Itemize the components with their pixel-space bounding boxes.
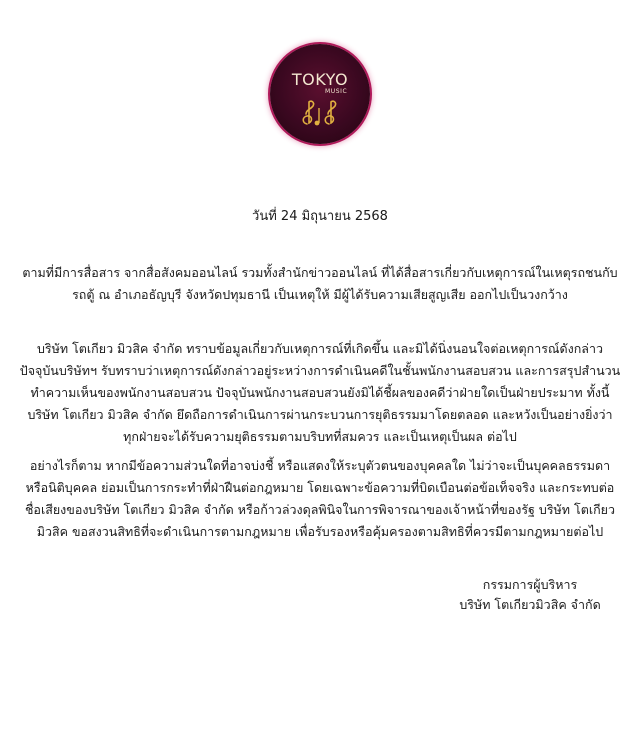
music-notes-icon <box>298 96 344 130</box>
signature-title: กรรมการผู้บริหาร <box>482 577 578 592</box>
logo-subtitle: MUSIC <box>325 88 348 95</box>
signature-block <box>400 575 640 615</box>
company-logo <box>270 44 370 144</box>
letter-date: วันที่ 24 มิถุนายน 2568 <box>252 209 388 224</box>
signature-company: บริษัท โตเกียวมิวสิค จำกัด <box>459 597 601 612</box>
paragraph-intro: ตามที่มีการสื่อสาร จากสื่อสังคมออนไลน์ รวมทั้งสำนักข่าวออนไลน์ ที่ได้สื่อสารเกี่ยวกับเหตุการณ์ในเหตุรถชนกับรถตู้ ณ อำเภอธัญบุรี จังหวัดปทุมธานี เป็นเหตุให้ มีผู้ได้รับความเสียสูญเสีย ออกไปเป็นวงกว้าง <box>22 265 618 302</box>
logo-title: TOKYO <box>291 70 349 89</box>
paragraph-company-statement: บริษัท โตเกียว มิวสิค จำกัด ทราบข้อมูลเกี่ยวกับเหตุการณ์ที่เกิดขึ้น และมิได้นิ่งนอนใจต่อเหตุการณ์ดังกล่าว ปัจจุบันบริษัทฯ รับทราบว่าเหตุการณ์ดังกล่าวอยู่ระหว่างการดำเนินคดีในชั้นพนักงานสอบสวน และการสรุปสำนวนทำความเห็นของพนักงานสอบสวน ปัจจุบันพนักงานสอบสวนยังมิได้ชี้ผลของคดีว่าฝ่ายใดเป็นฝ่ายประมาท ทั้งนี้ บริษัท โตเกียว มิวสิค จำกัด ยึดถือการดำเนินการผ่านกระบวนการยุติธรรมมาโดยตลอด และหวังเป็นอย่างยิ่งว่า ทุกฝ่ายจะได้รับความยุติธรรมตามบริบทที่สมควร และเป็นเหตุเป็นผล ต่อไป <box>19 341 621 444</box>
paragraph-legal-notice: อย่างไรก็ตาม หากมีข้อความส่วนใดที่อาจบ่งชี้ หรือแสดงให้ระบุตัวตนของบุคคลใด ไม่ว่าจะเป็นบุคคลธรรมดา หรือนิติบุคคล ย่อมเป็นการกระทำที่ฝ่าฝืนต่อกฎหมาย โดยเฉพาะข้อความที่บิดเบือนต่อข้อเท็จจริง และกระทบต่อชื่อเสียงของบริษัท โตเกียว มิวสิค จำกัด หรือก้าวล่วงดุลพินิจในการพิจารณาของเจ้าหน้าที่ของรัฐ บริษัท โตเกียว มิวสิค ขอสงวนสิทธิที่จะดำเนินการตามกฎหมาย เพื่อรับรองหรือคุ้มครองตามสิทธิที่ควรมีตามกฎหมายต่อไป <box>24 458 616 539</box>
